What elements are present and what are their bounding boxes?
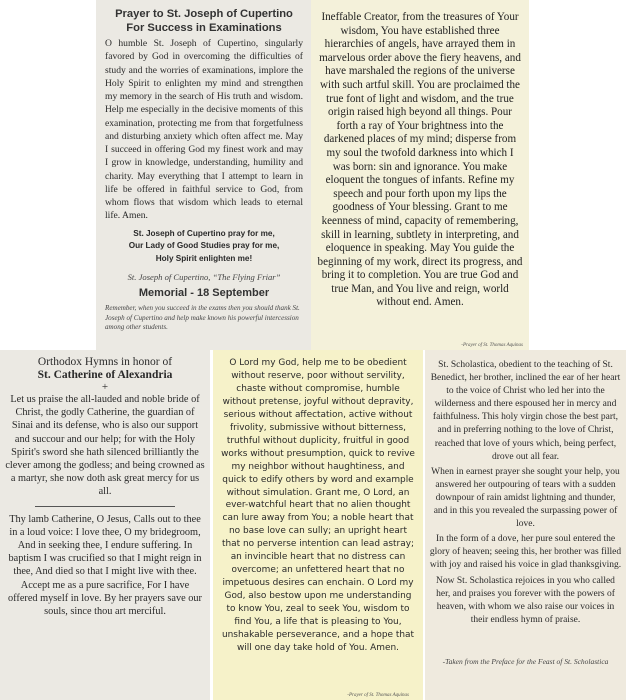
preface-paragraph: In the form of a dove, her pure soul entered the glory of heaven; seeing this, her brother was filled with joy and raised his voice in glad thanksgiving. [429, 534, 622, 571]
preface-paragraph: When in earnest prayer she sought your help, you answered her outpouring of tears with a sudden downpour of rain amidst lightning and thunder, and in this you revealed the surpassing power of love. [431, 466, 620, 530]
memorial-date: Memorial - 18 September [138, 287, 270, 299]
joseph-prayer-card [96, 0, 311, 350]
preface-credit: -Taken from the Preface for the Feast of St. Scholastica [442, 656, 609, 666]
prayer-text: Ineffable Creator, from the treasures of Your wisdom, You have established three hierarchies of angels, have arrayed them in marvelous order above the fiery heavens, and have marshaled the regions of the universe with such artful skill. You are proclaimed the true font of light and wisdom, and the true origin raised high beyond all things. Pour forth a ray of Your brightness into the darkened places of my mind; disperse from my soul the twofold darkness into which I was born: sin and ignorance. You make eloquent the tongues of infants. Refine my speech and pour forth upon my lips the goodness of Your blessing. Grant to me keenness of mind, capacity of remembering, skill in learning, subtlety in interpreting, and eloquence in speaking. May You guide the beginning of my work, direct its progress, and bring it to completion. You are true God and true Man, and You live and reign, world without end. Amen. [317, 11, 523, 309]
preface-paragraph: St. Scholastica, obedient to the teaching of St. Benedict, her brother, inclined the ear of her heart to the voice of Christ who led her into the wilderness and there espoused her in mercy and faithfulness. This holy virgin chose the best part, and in preferring nothing to the love of Christ, reached that love of yours which, being perfect, drove out all fear. [430, 360, 621, 462]
card-subtitle: For Success in Examinations [126, 22, 282, 34]
scholastica-card [425, 350, 626, 700]
invocation-line: Holy Spirit enlighten me! [155, 253, 253, 263]
card-title: Orthodox Hymns in honor of [37, 356, 173, 368]
cross-symbol: + [101, 381, 109, 393]
attribution: St. Joseph of Cupertino, “The Flying Friar” [127, 272, 281, 282]
hymn-text: Let us praise the all-lauded and noble bride of Christ, the godly Catherine, the guardian of Sinai and its defense, who is also our support and succour and our help; for with the Holy Spirit's sword she hath silenced brilliantly the clever among the godless; and being crowned as a martyr, she now doth ask great mercy for us all. [5, 394, 205, 498]
aquinas-prayer-card [311, 0, 529, 350]
prayer-text: O humble St. Joseph of Cupertino, singularly favored by God in overcoming the difficulties of study and the worries of examinations, implore the Holy Spirit to enlighten my mind and strengthen my memory in the search of His truth and wisdom. Help me especially in the decisive moments of this examination, protecting me from that forgetfulness and disturbing anxiety which often affect me. May I succeed in offering God my finest work and may I grow in knowledge, understanding, humility and charity. May everything that I attempt to learn in life be offered in faithful service to God, from whom flows that wisdom which leads to eternal life. Amen. [105, 38, 303, 222]
divider [35, 506, 175, 507]
hymn-text: Thy lamb Catherine, O Jesus, Calls out to thee in a loud voice: I love thee, O my bridegroom, And in seeking thee, I endure suffering. In baptism I was crucified so that I might reign in thee, And died so that I might live with thee. Accept me as a pure sacrifice, For I have offered myself in love. By her prayers save our souls, since thou art merciful. [8, 513, 202, 618]
closing-note: Remember, when you succeed in the exams then you should thank St. Joseph of Cupertino and help make known his powerful intercession among other students. [105, 304, 300, 332]
card-title: Prayer to St. Joseph of Cupertino [115, 8, 293, 20]
prayer-text: O Lord my God, help me to be obedient without reserve, poor without servility, chaste without compromise, humble without pretense, joyful without depravity, serious without affectation, active without frivolity, submissive without bitterness, truthful without duplicity, fruitful in good works without presumption, quick to revive my neighbor without haughtiness, and quick to edify others by word and example without simulation. Grant me, O Lord, an ever-watchful heart that no alien thought can lure away from You; a noble heart that no base love can sully; an upright heart that no perverse intention can lead astray; an invincible heart that no distress can overcome; an unfettered heart that no impetuous desires can enchain. O Lord my God, also bestow upon me understanding to know You, zeal to seek You, wisdom to find You, a life that is pleasing to You, unshakable perseverance, and a hope that will one day take hold of You. Amen. [221, 358, 415, 653]
invocations [105, 228, 303, 266]
lord-prayer-card [213, 350, 423, 700]
catherine-hymn-card [0, 350, 210, 700]
prayer-credit: -Prayer of St. Thomas Aquinas [461, 343, 523, 348]
card-subtitle: St. Catherine of Alexandria [37, 369, 173, 381]
invocation-line: Our Lady of Good Studies pray for me, [128, 241, 280, 250]
preface-paragraph: Now St. Scholastica rejoices in you who called her, and praises you forever with the powers of heaven, with whom we also raise our voices in their endless hymn of praise. [436, 575, 615, 625]
prayer-credit: -Prayer of St. Thomas Aquinas [347, 693, 409, 698]
invocation-line: St. Joseph of Cupertino pray for me, [133, 228, 275, 238]
